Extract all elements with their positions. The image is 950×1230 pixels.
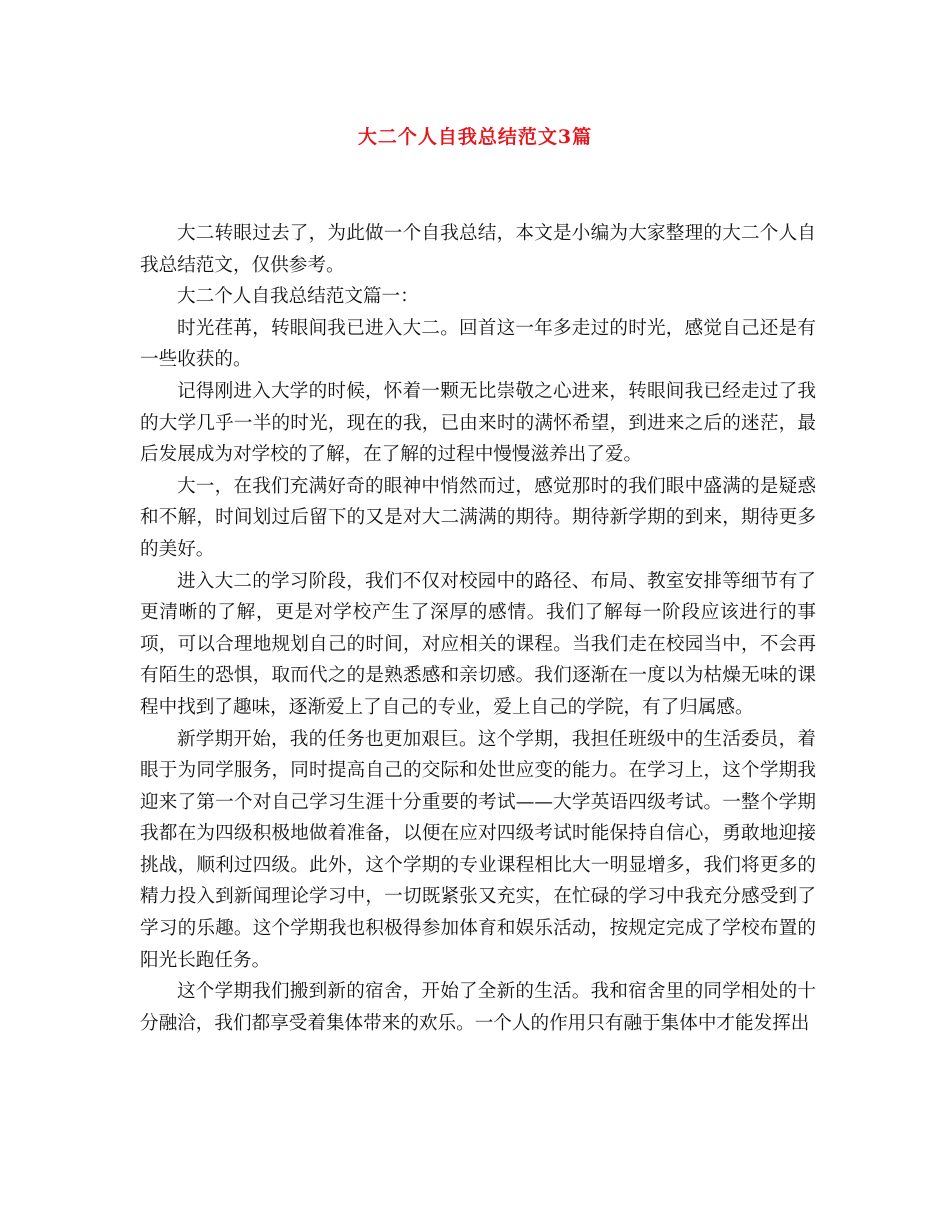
- paragraph: 进入大二的学习阶段，我们不仅对校园中的路径、布局、教室安排等细节有了更清晰的了解，更是对学校产生了深厚的感情。我们了解每一阶段应该进行的事项，可以合理地规划自己的时间，对应相关的课程。当我们走在校园当中，不会再有陌生的恐惧，取而代之的是熟悉感和亲切感。我们逐渐在一度以为枯燥无味的课程中找到了趣味，逐渐爱上了自己的专业，爱上自己的学院，有了归属感。: [140, 570, 816, 718]
- paragraph-section-heading: 大二个人自我总结范文篇一：: [177, 286, 419, 308]
- paragraph: 记得刚进入大学的时候，怀着一颗无比崇敬之心进来，转眼间我已经走过了我的大学几乎一半的时光，现在的我，已由来时的满怀希望，到进来之后的迷茫，最后发展成为对学校的了解，在了解的过程中慢慢滋养出了爱。: [140, 380, 816, 466]
- document-title: 大二个人自我总结范文3篇: [357, 126, 593, 148]
- paragraph: 时光荏苒，转眼间我已进入大二。回首这一年多走过的时光，感觉自己还是有一些收获的。: [140, 317, 816, 371]
- paragraph: 新学期开始，我的任务也更加艰巨。这个学期，我担任班级中的生活委员，着眼于为同学服务，同时提高自己的交际和处世应变的能力。在学习上，这个学期我迎来了第一个对自己学习生涯十分重要的考试——大学英语四级考试。一整个学期我都在为四级积极地做着准备，以便在应对四级考试时能保持自信心，勇敢地迎接挑战，顺利过四级。此外，这个学期的专业课程相比大一明显增多，我们将更多的精力投入到新闻理论学习中，一切既紧张又充实，在忙碌的学习中我充分感受到了学习的乐趣。这个学期我也积极得参加体育和娱乐活动，按规定完成了学校布置的阳光长跑任务。: [140, 728, 816, 971]
- paragraph: 大一，在我们充满好奇的眼神中悄然而过，感觉那时的我们眼中盛满的是疑惑和不解，时间划过后留下的又是对大二满满的期待。期待新学期的到来，期待更多的美好。: [140, 475, 816, 560]
- paragraph-intro: 大二转眼过去了，为此做一个自我总结，本文是小编为大家整理的大二个人自我总结范文，仅供参考。: [140, 223, 816, 276]
- document-body: [140, 218, 816, 1039]
- paragraph: 这个学期我们搬到新的宿舍，开始了全新的生活。我和宿舍里的同学相处的十分融洽，我们都享受着集体带来的欢乐。一个人的作用只有融于集体中才能发挥出: [140, 981, 816, 1034]
